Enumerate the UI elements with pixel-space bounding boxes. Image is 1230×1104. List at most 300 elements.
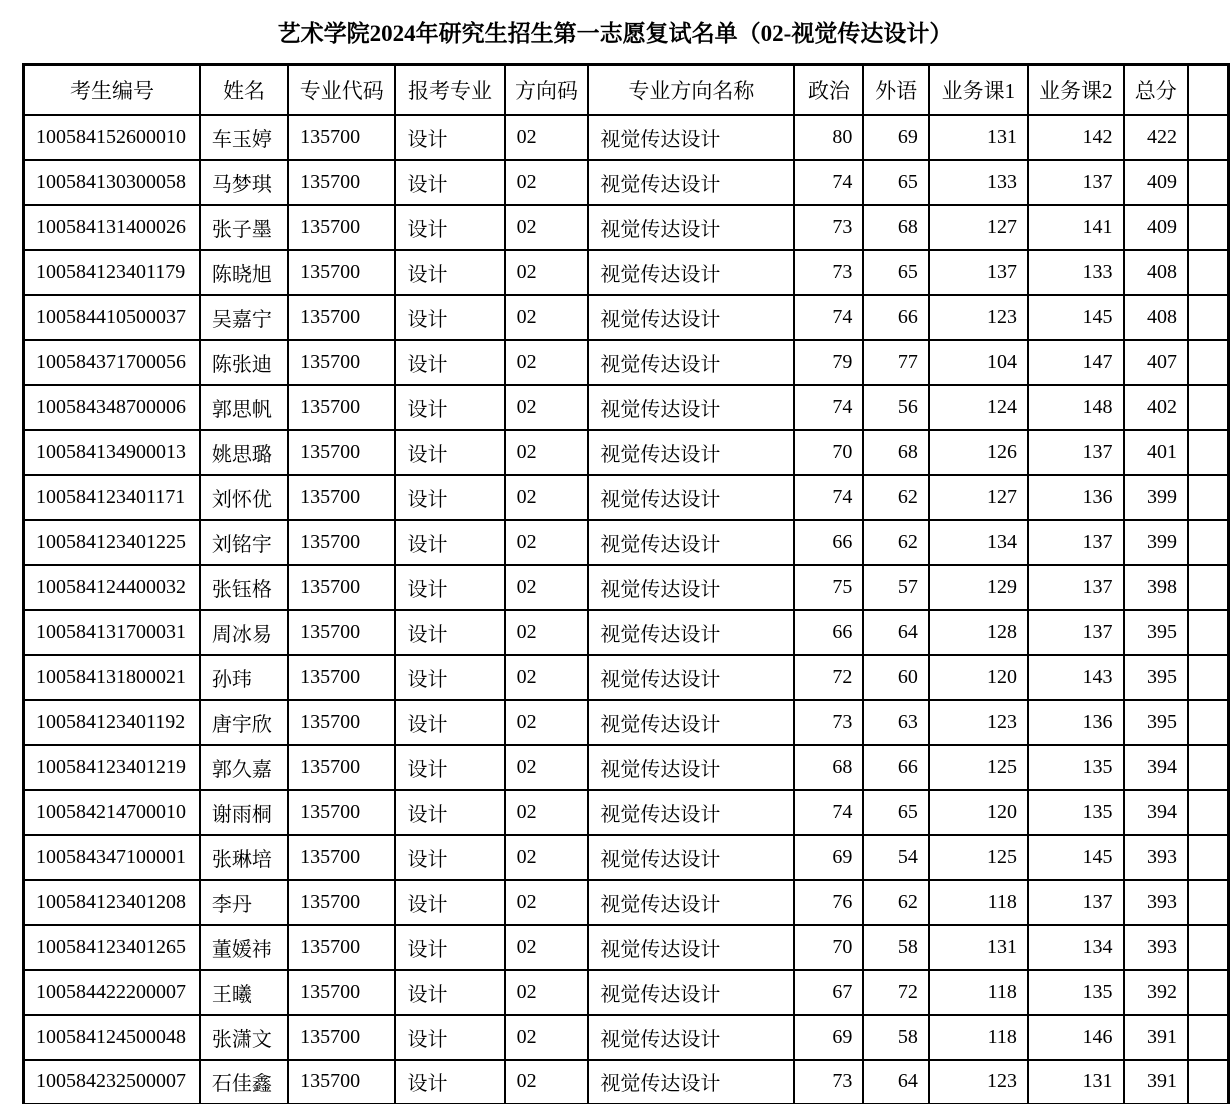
cell-name: 石佳鑫 <box>200 1060 288 1104</box>
cell-name: 王曦 <box>200 970 288 1015</box>
clipped-column-cell <box>1188 115 1229 160</box>
cell-direction-code: 02 <box>505 430 589 475</box>
cell-foreign-language: 64 <box>863 610 928 655</box>
page-title: 艺术学院2024年研究生招生第一志愿复试名单（02-视觉传达设计） <box>277 21 953 46</box>
cell-course2: 136 <box>1028 475 1124 520</box>
cell-foreign-language: 65 <box>863 250 928 295</box>
cell-major-code: 135700 <box>288 700 395 745</box>
col-header-name: 姓名 <box>200 65 288 115</box>
cell-applied-major: 设计 <box>395 565 504 610</box>
cell-major-code: 135700 <box>288 745 395 790</box>
cell-name: 李丹 <box>200 880 288 925</box>
cell-course2: 145 <box>1028 295 1124 340</box>
cell-course2: 137 <box>1028 520 1124 565</box>
cell-applied-major: 设计 <box>395 835 504 880</box>
cell-major-code: 135700 <box>288 880 395 925</box>
clipped-column-header <box>1188 65 1229 115</box>
cell-direction-code: 02 <box>505 790 589 835</box>
cell-applied-major: 设计 <box>395 970 504 1015</box>
table-row <box>24 475 1229 520</box>
table-row <box>24 250 1229 295</box>
cell-name: 谢雨桐 <box>200 790 288 835</box>
cell-foreign-language: 62 <box>863 880 928 925</box>
cell-name: 吴嘉宁 <box>200 295 288 340</box>
cell-direction-code: 02 <box>505 475 589 520</box>
cell-direction-code: 02 <box>505 745 589 790</box>
cell-exam-id: 100584152600010 <box>24 115 200 160</box>
cell-total-score: 391 <box>1124 1060 1189 1104</box>
cell-total-score: 408 <box>1124 250 1189 295</box>
cell-foreign-language: 77 <box>863 340 928 385</box>
clipped-column-cell <box>1188 1015 1229 1060</box>
cell-foreign-language: 62 <box>863 475 928 520</box>
cell-direction-code: 02 <box>505 880 589 925</box>
cell-course2: 137 <box>1028 160 1124 205</box>
cell-exam-id: 100584123401219 <box>24 745 200 790</box>
cell-total-score: 395 <box>1124 700 1189 745</box>
cell-direction-code: 02 <box>505 700 589 745</box>
cell-direction-code: 02 <box>505 295 589 340</box>
cell-applied-major: 设计 <box>395 700 504 745</box>
cell-direction-code: 02 <box>505 655 589 700</box>
table-row <box>24 745 1229 790</box>
cell-direction-code: 02 <box>505 610 589 655</box>
cell-major-direction: 视觉传达设计 <box>588 205 794 250</box>
cell-politics: 73 <box>794 700 863 745</box>
cell-direction-code: 02 <box>505 1060 589 1104</box>
cell-applied-major: 设计 <box>395 925 504 970</box>
cell-course1: 134 <box>929 520 1028 565</box>
cell-politics: 74 <box>794 160 863 205</box>
cell-direction-code: 02 <box>505 835 589 880</box>
cell-exam-id: 100584410500037 <box>24 295 200 340</box>
cell-major-direction: 视觉传达设计 <box>588 430 794 475</box>
cell-total-score: 394 <box>1124 745 1189 790</box>
cell-foreign-language: 68 <box>863 430 928 475</box>
cell-politics: 74 <box>794 295 863 340</box>
cell-total-score: 409 <box>1124 160 1189 205</box>
clipped-column-cell <box>1188 655 1229 700</box>
cell-major-code: 135700 <box>288 115 395 160</box>
cell-exam-id: 100584123401179 <box>24 250 200 295</box>
cell-major-code: 135700 <box>288 790 395 835</box>
clipped-column-cell <box>1188 340 1229 385</box>
clipped-column-cell <box>1188 700 1229 745</box>
cell-foreign-language: 72 <box>863 970 928 1015</box>
cell-politics: 66 <box>794 520 863 565</box>
cell-name: 张钰格 <box>200 565 288 610</box>
table-row <box>24 970 1229 1015</box>
cell-major-code: 135700 <box>288 970 395 1015</box>
cell-course1: 126 <box>929 430 1028 475</box>
cell-direction-code: 02 <box>505 385 589 430</box>
cell-foreign-language: 57 <box>863 565 928 610</box>
table-row <box>24 340 1229 385</box>
cell-major-direction: 视觉传达设计 <box>588 565 794 610</box>
table-row <box>24 115 1229 160</box>
cell-politics: 66 <box>794 610 863 655</box>
cell-name: 唐宇欣 <box>200 700 288 745</box>
cell-major-direction: 视觉传达设计 <box>588 700 794 745</box>
cell-course1: 123 <box>929 1060 1028 1104</box>
cell-exam-id: 100584123401192 <box>24 700 200 745</box>
cell-course1: 137 <box>929 250 1028 295</box>
cell-major-direction: 视觉传达设计 <box>588 925 794 970</box>
cell-foreign-language: 58 <box>863 925 928 970</box>
cell-course2: 135 <box>1028 745 1124 790</box>
cell-total-score: 407 <box>1124 340 1189 385</box>
cell-foreign-language: 58 <box>863 1015 928 1060</box>
cell-course1: 124 <box>929 385 1028 430</box>
table-row <box>24 385 1229 430</box>
cell-politics: 72 <box>794 655 863 700</box>
cell-course2: 146 <box>1028 1015 1124 1060</box>
cell-course2: 142 <box>1028 115 1124 160</box>
col-header-direction-code: 方向码 <box>505 65 589 115</box>
cell-name: 陈晓旭 <box>200 250 288 295</box>
cell-major-code: 135700 <box>288 475 395 520</box>
cell-course2: 131 <box>1028 1060 1124 1104</box>
cell-name: 张潇文 <box>200 1015 288 1060</box>
cell-major-code: 135700 <box>288 340 395 385</box>
cell-major-code: 135700 <box>288 250 395 295</box>
table-row <box>24 565 1229 610</box>
cell-total-score: 395 <box>1124 655 1189 700</box>
table-row <box>24 430 1229 475</box>
cell-total-score: 422 <box>1124 115 1189 160</box>
cell-applied-major: 设计 <box>395 250 504 295</box>
cell-exam-id: 100584214700010 <box>24 790 200 835</box>
cell-course2: 137 <box>1028 565 1124 610</box>
cell-foreign-language: 63 <box>863 700 928 745</box>
cell-total-score: 398 <box>1124 565 1189 610</box>
cell-applied-major: 设计 <box>395 160 504 205</box>
cell-foreign-language: 64 <box>863 1060 928 1104</box>
cell-politics: 73 <box>794 250 863 295</box>
table-row <box>24 835 1229 880</box>
cell-direction-code: 02 <box>505 205 589 250</box>
cell-politics: 70 <box>794 430 863 475</box>
cell-name: 刘铭宇 <box>200 520 288 565</box>
cell-course2: 133 <box>1028 250 1124 295</box>
cell-major-code: 135700 <box>288 925 395 970</box>
cell-direction-code: 02 <box>505 925 589 970</box>
cell-course2: 137 <box>1028 430 1124 475</box>
table-row <box>24 610 1229 655</box>
cell-major-code: 135700 <box>288 385 395 430</box>
cell-major-code: 135700 <box>288 565 395 610</box>
cell-politics: 70 <box>794 925 863 970</box>
cell-course1: 123 <box>929 700 1028 745</box>
cell-exam-id: 100584371700056 <box>24 340 200 385</box>
cell-name: 郭思帆 <box>200 385 288 430</box>
table-row <box>24 295 1229 340</box>
cell-exam-id: 100584131800021 <box>24 655 200 700</box>
cell-direction-code: 02 <box>505 565 589 610</box>
col-header-course1: 业务课1 <box>929 65 1028 115</box>
cell-applied-major: 设计 <box>395 295 504 340</box>
cell-foreign-language: 56 <box>863 385 928 430</box>
cell-total-score: 409 <box>1124 205 1189 250</box>
table-body <box>24 115 1229 1104</box>
cell-course1: 118 <box>929 1015 1028 1060</box>
cell-major-code: 135700 <box>288 160 395 205</box>
cell-exam-id: 100584123401208 <box>24 880 200 925</box>
cell-exam-id: 100584123401225 <box>24 520 200 565</box>
cell-total-score: 394 <box>1124 790 1189 835</box>
cell-course2: 134 <box>1028 925 1124 970</box>
cell-exam-id: 100584123401265 <box>24 925 200 970</box>
table-row <box>24 655 1229 700</box>
cell-exam-id: 100584124400032 <box>24 565 200 610</box>
col-header-total-score: 总分 <box>1124 65 1189 115</box>
cell-foreign-language: 66 <box>863 295 928 340</box>
cell-politics: 76 <box>794 880 863 925</box>
cell-name: 孙玮 <box>200 655 288 700</box>
cell-total-score: 401 <box>1124 430 1189 475</box>
cell-major-direction: 视觉传达设计 <box>588 790 794 835</box>
cell-foreign-language: 54 <box>863 835 928 880</box>
cell-foreign-language: 60 <box>863 655 928 700</box>
cell-major-direction: 视觉传达设计 <box>588 475 794 520</box>
cell-exam-id: 100584124500048 <box>24 1015 200 1060</box>
header-row <box>24 65 1229 115</box>
cell-course2: 148 <box>1028 385 1124 430</box>
cell-foreign-language: 65 <box>863 790 928 835</box>
cell-direction-code: 02 <box>505 340 589 385</box>
cell-course2: 135 <box>1028 970 1124 1015</box>
cell-course1: 133 <box>929 160 1028 205</box>
cell-course1: 127 <box>929 205 1028 250</box>
cell-major-direction: 视觉传达设计 <box>588 385 794 430</box>
cell-major-code: 135700 <box>288 610 395 655</box>
clipped-column-cell <box>1188 610 1229 655</box>
cell-name: 陈张迪 <box>200 340 288 385</box>
cell-major-direction: 视觉传达设计 <box>588 835 794 880</box>
cell-course1: 129 <box>929 565 1028 610</box>
cell-major-direction: 视觉传达设计 <box>588 250 794 295</box>
cell-foreign-language: 62 <box>863 520 928 565</box>
cell-politics: 74 <box>794 790 863 835</box>
clipped-column-cell <box>1188 205 1229 250</box>
table-row <box>24 925 1229 970</box>
cell-course2: 137 <box>1028 610 1124 655</box>
cell-applied-major: 设计 <box>395 610 504 655</box>
cell-course1: 125 <box>929 745 1028 790</box>
cell-course1: 131 <box>929 115 1028 160</box>
cell-applied-major: 设计 <box>395 115 504 160</box>
cell-politics: 80 <box>794 115 863 160</box>
cell-major-direction: 视觉传达设计 <box>588 340 794 385</box>
cell-direction-code: 02 <box>505 160 589 205</box>
clipped-column-cell <box>1188 565 1229 610</box>
clipped-column-cell <box>1188 835 1229 880</box>
table-row <box>24 1060 1229 1104</box>
cell-total-score: 395 <box>1124 610 1189 655</box>
cell-politics: 73 <box>794 205 863 250</box>
cell-major-code: 135700 <box>288 295 395 340</box>
clipped-column-cell <box>1188 160 1229 205</box>
cell-exam-id: 100584348700006 <box>24 385 200 430</box>
roster-table-wrap <box>22 63 1230 1104</box>
cell-exam-id: 100584422200007 <box>24 970 200 1015</box>
cell-politics: 69 <box>794 1015 863 1060</box>
cell-course2: 145 <box>1028 835 1124 880</box>
cell-exam-id: 100584131700031 <box>24 610 200 655</box>
cell-applied-major: 设计 <box>395 475 504 520</box>
clipped-column-cell <box>1188 295 1229 340</box>
cell-direction-code: 02 <box>505 115 589 160</box>
cell-course2: 136 <box>1028 700 1124 745</box>
cell-name: 张子墨 <box>200 205 288 250</box>
col-header-major-direction: 专业方向名称 <box>588 65 794 115</box>
cell-politics: 67 <box>794 970 863 1015</box>
cell-politics: 79 <box>794 340 863 385</box>
table-row <box>24 700 1229 745</box>
cell-major-direction: 视觉传达设计 <box>588 880 794 925</box>
cell-major-direction: 视觉传达设计 <box>588 655 794 700</box>
cell-course1: 123 <box>929 295 1028 340</box>
roster-table <box>22 63 1230 1104</box>
cell-exam-id: 100584134900013 <box>24 430 200 475</box>
table-row <box>24 205 1229 250</box>
cell-total-score: 393 <box>1124 925 1189 970</box>
clipped-column-cell <box>1188 880 1229 925</box>
cell-course2: 147 <box>1028 340 1124 385</box>
cell-politics: 74 <box>794 385 863 430</box>
cell-major-direction: 视觉传达设计 <box>588 115 794 160</box>
cell-course1: 118 <box>929 880 1028 925</box>
cell-direction-code: 02 <box>505 520 589 565</box>
cell-name: 张琳培 <box>200 835 288 880</box>
cell-course2: 143 <box>1028 655 1124 700</box>
cell-major-direction: 视觉传达设计 <box>588 1060 794 1104</box>
clipped-column-cell <box>1188 250 1229 295</box>
cell-foreign-language: 66 <box>863 745 928 790</box>
clipped-column-cell <box>1188 385 1229 430</box>
col-header-exam-id: 考生编号 <box>24 65 200 115</box>
table-header <box>24 65 1229 115</box>
cell-exam-id: 100584347100001 <box>24 835 200 880</box>
clipped-column-cell <box>1188 520 1229 565</box>
col-header-course2: 业务课2 <box>1028 65 1124 115</box>
cell-total-score: 393 <box>1124 880 1189 925</box>
cell-direction-code: 02 <box>505 970 589 1015</box>
cell-politics: 73 <box>794 1060 863 1104</box>
col-header-foreign-language: 外语 <box>863 65 928 115</box>
cell-major-code: 135700 <box>288 205 395 250</box>
cell-name: 车玉婷 <box>200 115 288 160</box>
cell-major-direction: 视觉传达设计 <box>588 970 794 1015</box>
cell-applied-major: 设计 <box>395 430 504 475</box>
table-row <box>24 520 1229 565</box>
cell-exam-id: 100584131400026 <box>24 205 200 250</box>
cell-total-score: 393 <box>1124 835 1189 880</box>
cell-course1: 118 <box>929 970 1028 1015</box>
cell-course1: 125 <box>929 835 1028 880</box>
cell-foreign-language: 65 <box>863 160 928 205</box>
cell-applied-major: 设计 <box>395 520 504 565</box>
cell-course2: 135 <box>1028 790 1124 835</box>
cell-major-direction: 视觉传达设计 <box>588 160 794 205</box>
cell-name: 董媛祎 <box>200 925 288 970</box>
clipped-column-cell <box>1188 745 1229 790</box>
cell-politics: 69 <box>794 835 863 880</box>
cell-major-direction: 视觉传达设计 <box>588 745 794 790</box>
cell-applied-major: 设计 <box>395 745 504 790</box>
clipped-column-cell <box>1188 1060 1229 1104</box>
cell-major-code: 135700 <box>288 1060 395 1104</box>
cell-politics: 75 <box>794 565 863 610</box>
cell-foreign-language: 68 <box>863 205 928 250</box>
clipped-column-cell <box>1188 970 1229 1015</box>
cell-course1: 104 <box>929 340 1028 385</box>
cell-major-direction: 视觉传达设计 <box>588 1015 794 1060</box>
cell-total-score: 391 <box>1124 1015 1189 1060</box>
cell-name: 马梦琪 <box>200 160 288 205</box>
table-row <box>24 1015 1229 1060</box>
cell-major-code: 135700 <box>288 1015 395 1060</box>
cell-course1: 120 <box>929 655 1028 700</box>
cell-major-direction: 视觉传达设计 <box>588 520 794 565</box>
cell-name: 周冰易 <box>200 610 288 655</box>
cell-major-code: 135700 <box>288 835 395 880</box>
cell-politics: 74 <box>794 475 863 520</box>
cell-name: 姚思璐 <box>200 430 288 475</box>
cell-exam-id: 100584123401171 <box>24 475 200 520</box>
cell-major-direction: 视觉传达设计 <box>588 295 794 340</box>
cell-name: 郭久嘉 <box>200 745 288 790</box>
table-row <box>24 880 1229 925</box>
col-header-politics: 政治 <box>794 65 863 115</box>
cell-total-score: 392 <box>1124 970 1189 1015</box>
cell-politics: 68 <box>794 745 863 790</box>
cell-applied-major: 设计 <box>395 385 504 430</box>
clipped-column-cell <box>1188 925 1229 970</box>
cell-course1: 127 <box>929 475 1028 520</box>
col-header-applied-major: 报考专业 <box>395 65 504 115</box>
cell-major-code: 135700 <box>288 655 395 700</box>
cell-major-code: 135700 <box>288 430 395 475</box>
cell-course2: 141 <box>1028 205 1124 250</box>
cell-course1: 120 <box>929 790 1028 835</box>
table-row <box>24 160 1229 205</box>
cell-applied-major: 设计 <box>395 880 504 925</box>
clipped-column-cell <box>1188 430 1229 475</box>
cell-total-score: 399 <box>1124 520 1189 565</box>
cell-name: 刘怀优 <box>200 475 288 520</box>
clipped-column-cell <box>1188 790 1229 835</box>
cell-total-score: 408 <box>1124 295 1189 340</box>
cell-major-code: 135700 <box>288 520 395 565</box>
cell-applied-major: 设计 <box>395 340 504 385</box>
cell-foreign-language: 69 <box>863 115 928 160</box>
cell-total-score: 399 <box>1124 475 1189 520</box>
cell-major-direction: 视觉传达设计 <box>588 610 794 655</box>
cell-applied-major: 设计 <box>395 1060 504 1104</box>
cell-course1: 131 <box>929 925 1028 970</box>
cell-direction-code: 02 <box>505 1015 589 1060</box>
cell-applied-major: 设计 <box>395 790 504 835</box>
cell-applied-major: 设计 <box>395 1015 504 1060</box>
cell-applied-major: 设计 <box>395 655 504 700</box>
cell-course1: 128 <box>929 610 1028 655</box>
col-header-major-code: 专业代码 <box>288 65 395 115</box>
cell-exam-id: 100584130300058 <box>24 160 200 205</box>
cell-exam-id: 100584232500007 <box>24 1060 200 1104</box>
cell-total-score: 402 <box>1124 385 1189 430</box>
cell-direction-code: 02 <box>505 250 589 295</box>
